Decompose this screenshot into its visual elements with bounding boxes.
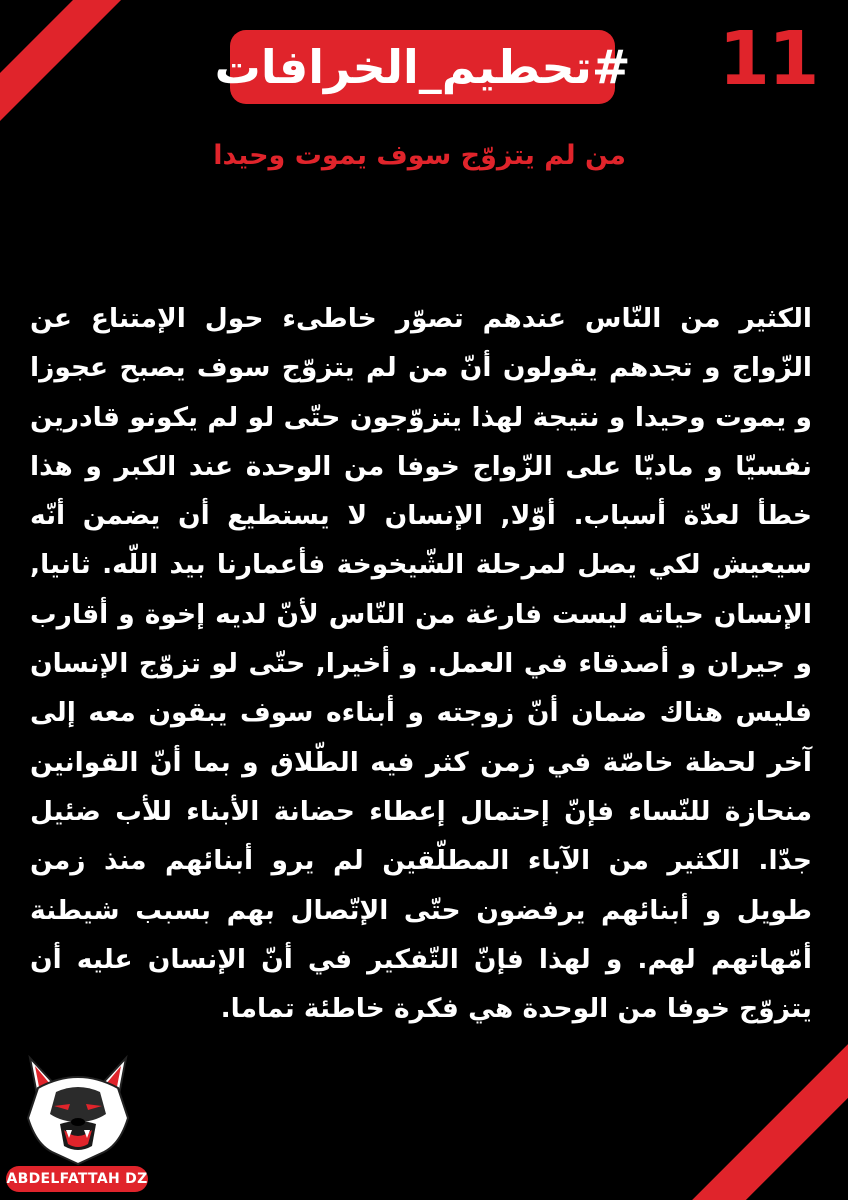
post-number: 11 bbox=[718, 16, 818, 102]
post-subtitle: من لم يتزوّج سوف يموت وحيدا bbox=[213, 140, 626, 171]
post-body: الكثير من النّاس عندهم تصوّر خاطىء حول الإمتناع عن الزّواج و تجدهم يقولون أنّ من لم يتزوّج سوف يصبح عجوزا و يموت وحيدا و نتيجة لهذا يتزوّجون حتّى لو لم يكونو قادرين نفسيّا و ماديّا على الزّواج خوفا من الوحدة عند الكبر و هذا خطأ لعدّة أسباب. أوّلا, الإنسان لا يستطيع أن يضمن أنّه سيعيش لكي يصل لمرحلة الشّيخوخة فأعمارنا بيد اللّه. ثانيا, الإنسان حياته ليست فارغة من النّاس لأنّ لديه إخوة و أقارب و جيران و أصدقاء في العمل. و أخيرا, حتّى لو تزوّج الإنسان فليس هناك ضمان أنّ زوجته و أبناءه سوف يبقون معه إلى آخر لحظة خاصّة في زمن كثر فيه الطّلاق و بما أنّ القوانين منحازة للنّساء فإنّ إحتمال إعطاء حضانة الأبناء للأب ضئيل جدّا. الكثير من الآباء المطلّقين لم يرو أبنائهم منذ زمن طويل و أبنائهم يرفضون حتّى الإتّصال بهم بسبب شيطنة أمّهاتهم لهم. و لهذا فإنّ التّفكير في أنّ الإنسان عليه أن يتزوّج خوفا من الوحدة هي فكرة خاطئة تماما. bbox=[30, 303, 812, 1025]
corner-stripe-top-left bbox=[0, 0, 139, 166]
hashtag-banner bbox=[214, 30, 631, 104]
wolf-icon bbox=[8, 1048, 148, 1166]
hashtag-text: #تحطيم_الخرافات bbox=[214, 40, 631, 94]
brand-label: ABDELFATTAH DZ bbox=[6, 1166, 148, 1192]
